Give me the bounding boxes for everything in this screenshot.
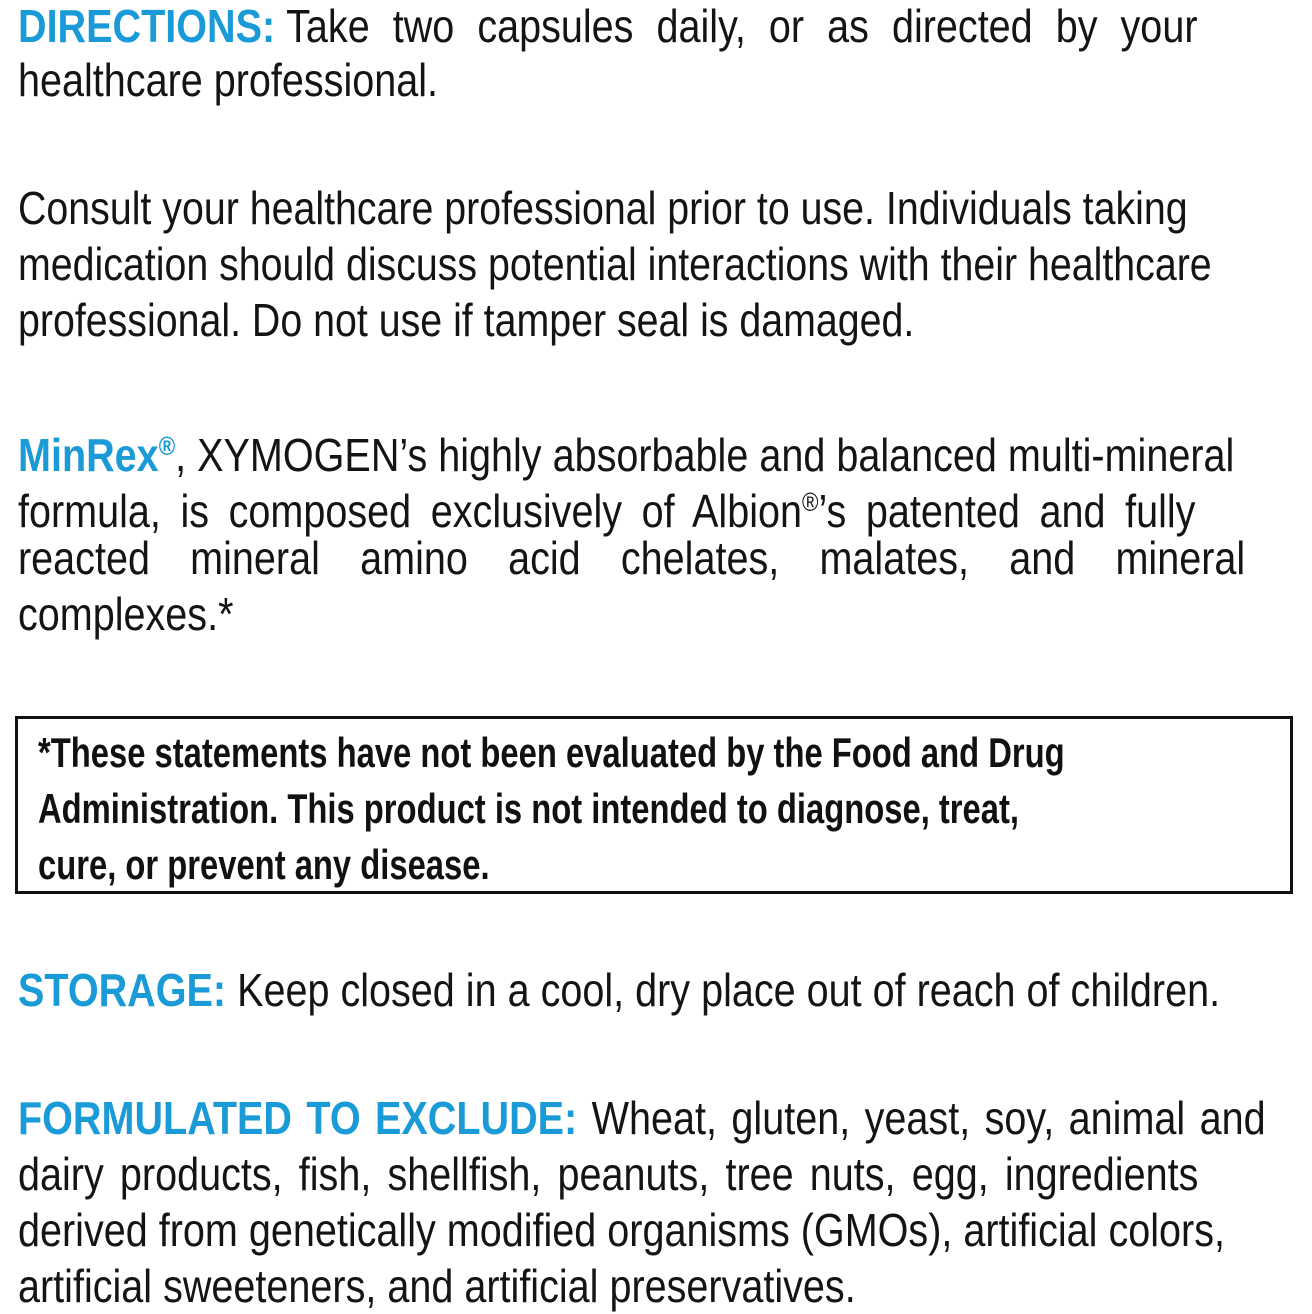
storage-label: STORAGE: <box>18 964 227 1016</box>
exclude-line-3: derived from genetically modified organisms (GMOs), artificial colors, <box>18 1204 1225 1256</box>
exclude-line-2: dairy products, fish, shellfish, peanuts, tree nuts, egg, ingredients <box>18 1148 1199 1200</box>
registered-mark: ® <box>158 431 176 461</box>
consult-line-2: medication should discuss potential interactions with their healthcare <box>18 238 1212 290</box>
description-line-1: , XYMOGEN’s highly absorbable and balanced multi-mineral <box>175 429 1235 481</box>
consult-line-1: Consult your healthcare professional prior to use. Individuals taking <box>18 182 1188 234</box>
exclude-line-4: artificial sweeteners, and artificial preservatives. <box>18 1260 856 1312</box>
disclaimer-line-3: cure, or prevent any disease. <box>38 841 490 888</box>
fda-disclaimer-box <box>15 716 1293 894</box>
description-line-2b: ’s patented and fully <box>818 485 1196 537</box>
registered-mark-albion: ® <box>801 487 819 517</box>
description-line-4: complexes.* <box>18 588 234 640</box>
directions-label: DIRECTIONS: <box>18 0 276 52</box>
disclaimer-line-2: Administration. This product is not intended to diagnose, treat, <box>38 785 1020 832</box>
directions-text-1: Take two capsules daily, or as directed by your <box>286 0 1198 52</box>
exclude-label: FORMULATED TO EXCLUDE: <box>18 1092 578 1144</box>
exclude-line-1: Wheat, gluten, yeast, soy, animal and <box>591 1092 1266 1144</box>
description-line-2a: formula, is composed exclusively of Albion <box>18 485 802 537</box>
storage-text: Keep closed in a cool, dry place out of reach of children. <box>237 964 1221 1016</box>
disclaimer-line-1: *These statements have not been evaluated by the Food and Drug <box>38 729 1065 776</box>
directions-text-2: healthcare professional. <box>18 54 439 106</box>
brand-name: MinRex <box>18 429 159 481</box>
consult-line-3: professional. Do not use if tamper seal is damaged. <box>18 294 915 346</box>
description-line-3: reacted mineral amino acid chelates, malates, and mineral <box>18 532 1246 584</box>
